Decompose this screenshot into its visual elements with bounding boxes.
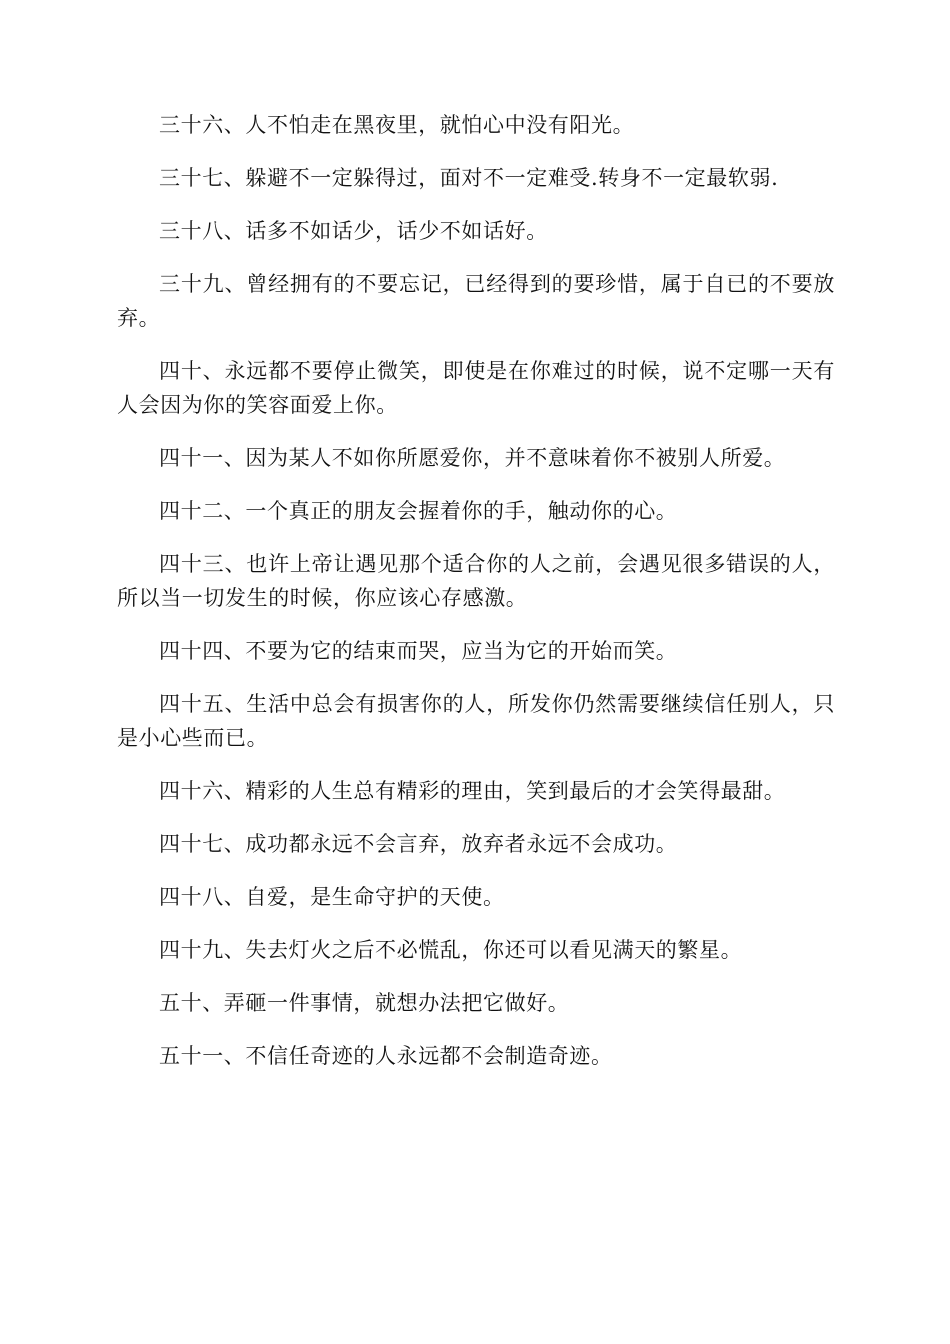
- paragraph-41: 四十一、因为某人不如你所愿爱你，并不意味着你不被别人所爱。: [159, 446, 786, 470]
- paragraph-46: 四十六、精彩的人生总有精彩的理由，笑到最后的才会笑得最甜。: [159, 779, 786, 803]
- paragraph-38: 三十八、话多不如话少，话少不如话好。: [159, 219, 548, 243]
- paragraph-48: 四十八、自爱，是生命守护的天使。: [159, 885, 505, 909]
- paragraph-37: 三十七、躲避不一定躲得过，面对不一定难受.转身不一定最软弱.: [159, 166, 779, 190]
- paragraph-47: 四十七、成功都永远不会言弃，放弃者永远不会成功。: [159, 832, 678, 856]
- paragraph-51: 五十一、不信任奇迹的人永远都不会制造奇迹。: [159, 1044, 613, 1068]
- paragraph-36: 三十六、人不怕走在黑夜里，就怕心中没有阳光。: [159, 113, 635, 137]
- paragraph-40: 四十、永远都不要停止微笑，即使是在你难过的时候，说不定哪一天有人会因为你的笑容面爱上你。: [117, 359, 835, 417]
- document-body: [117, 108, 835, 1092]
- paragraph-50: 五十、弄砸一件事情，就想办法把它做好。: [159, 991, 570, 1015]
- paragraph-43: 四十三、也许上帝让遇见那个适合你的人之前，会遇见很多错误的人，所以当一切发生的时候，你应该心存感激。: [117, 552, 835, 610]
- paragraph-45: 四十五、生活中总会有损害你的人，所发你仍然需要继续信任别人，只是小心些而已。: [117, 692, 835, 750]
- paragraph-49: 四十九、失去灯火之后不必慌乱，你还可以看见满天的繁星。: [159, 938, 743, 962]
- paragraph-42: 四十二、一个真正的朋友会握着你的手，触动你的心。: [159, 499, 678, 523]
- paragraph-44: 四十四、不要为它的结束而哭，应当为它的开始而笑。: [159, 639, 678, 663]
- paragraph-39: 三十九、曾经拥有的不要忘记，已经得到的要珍惜，属于自已的不要放弃。: [117, 272, 835, 330]
